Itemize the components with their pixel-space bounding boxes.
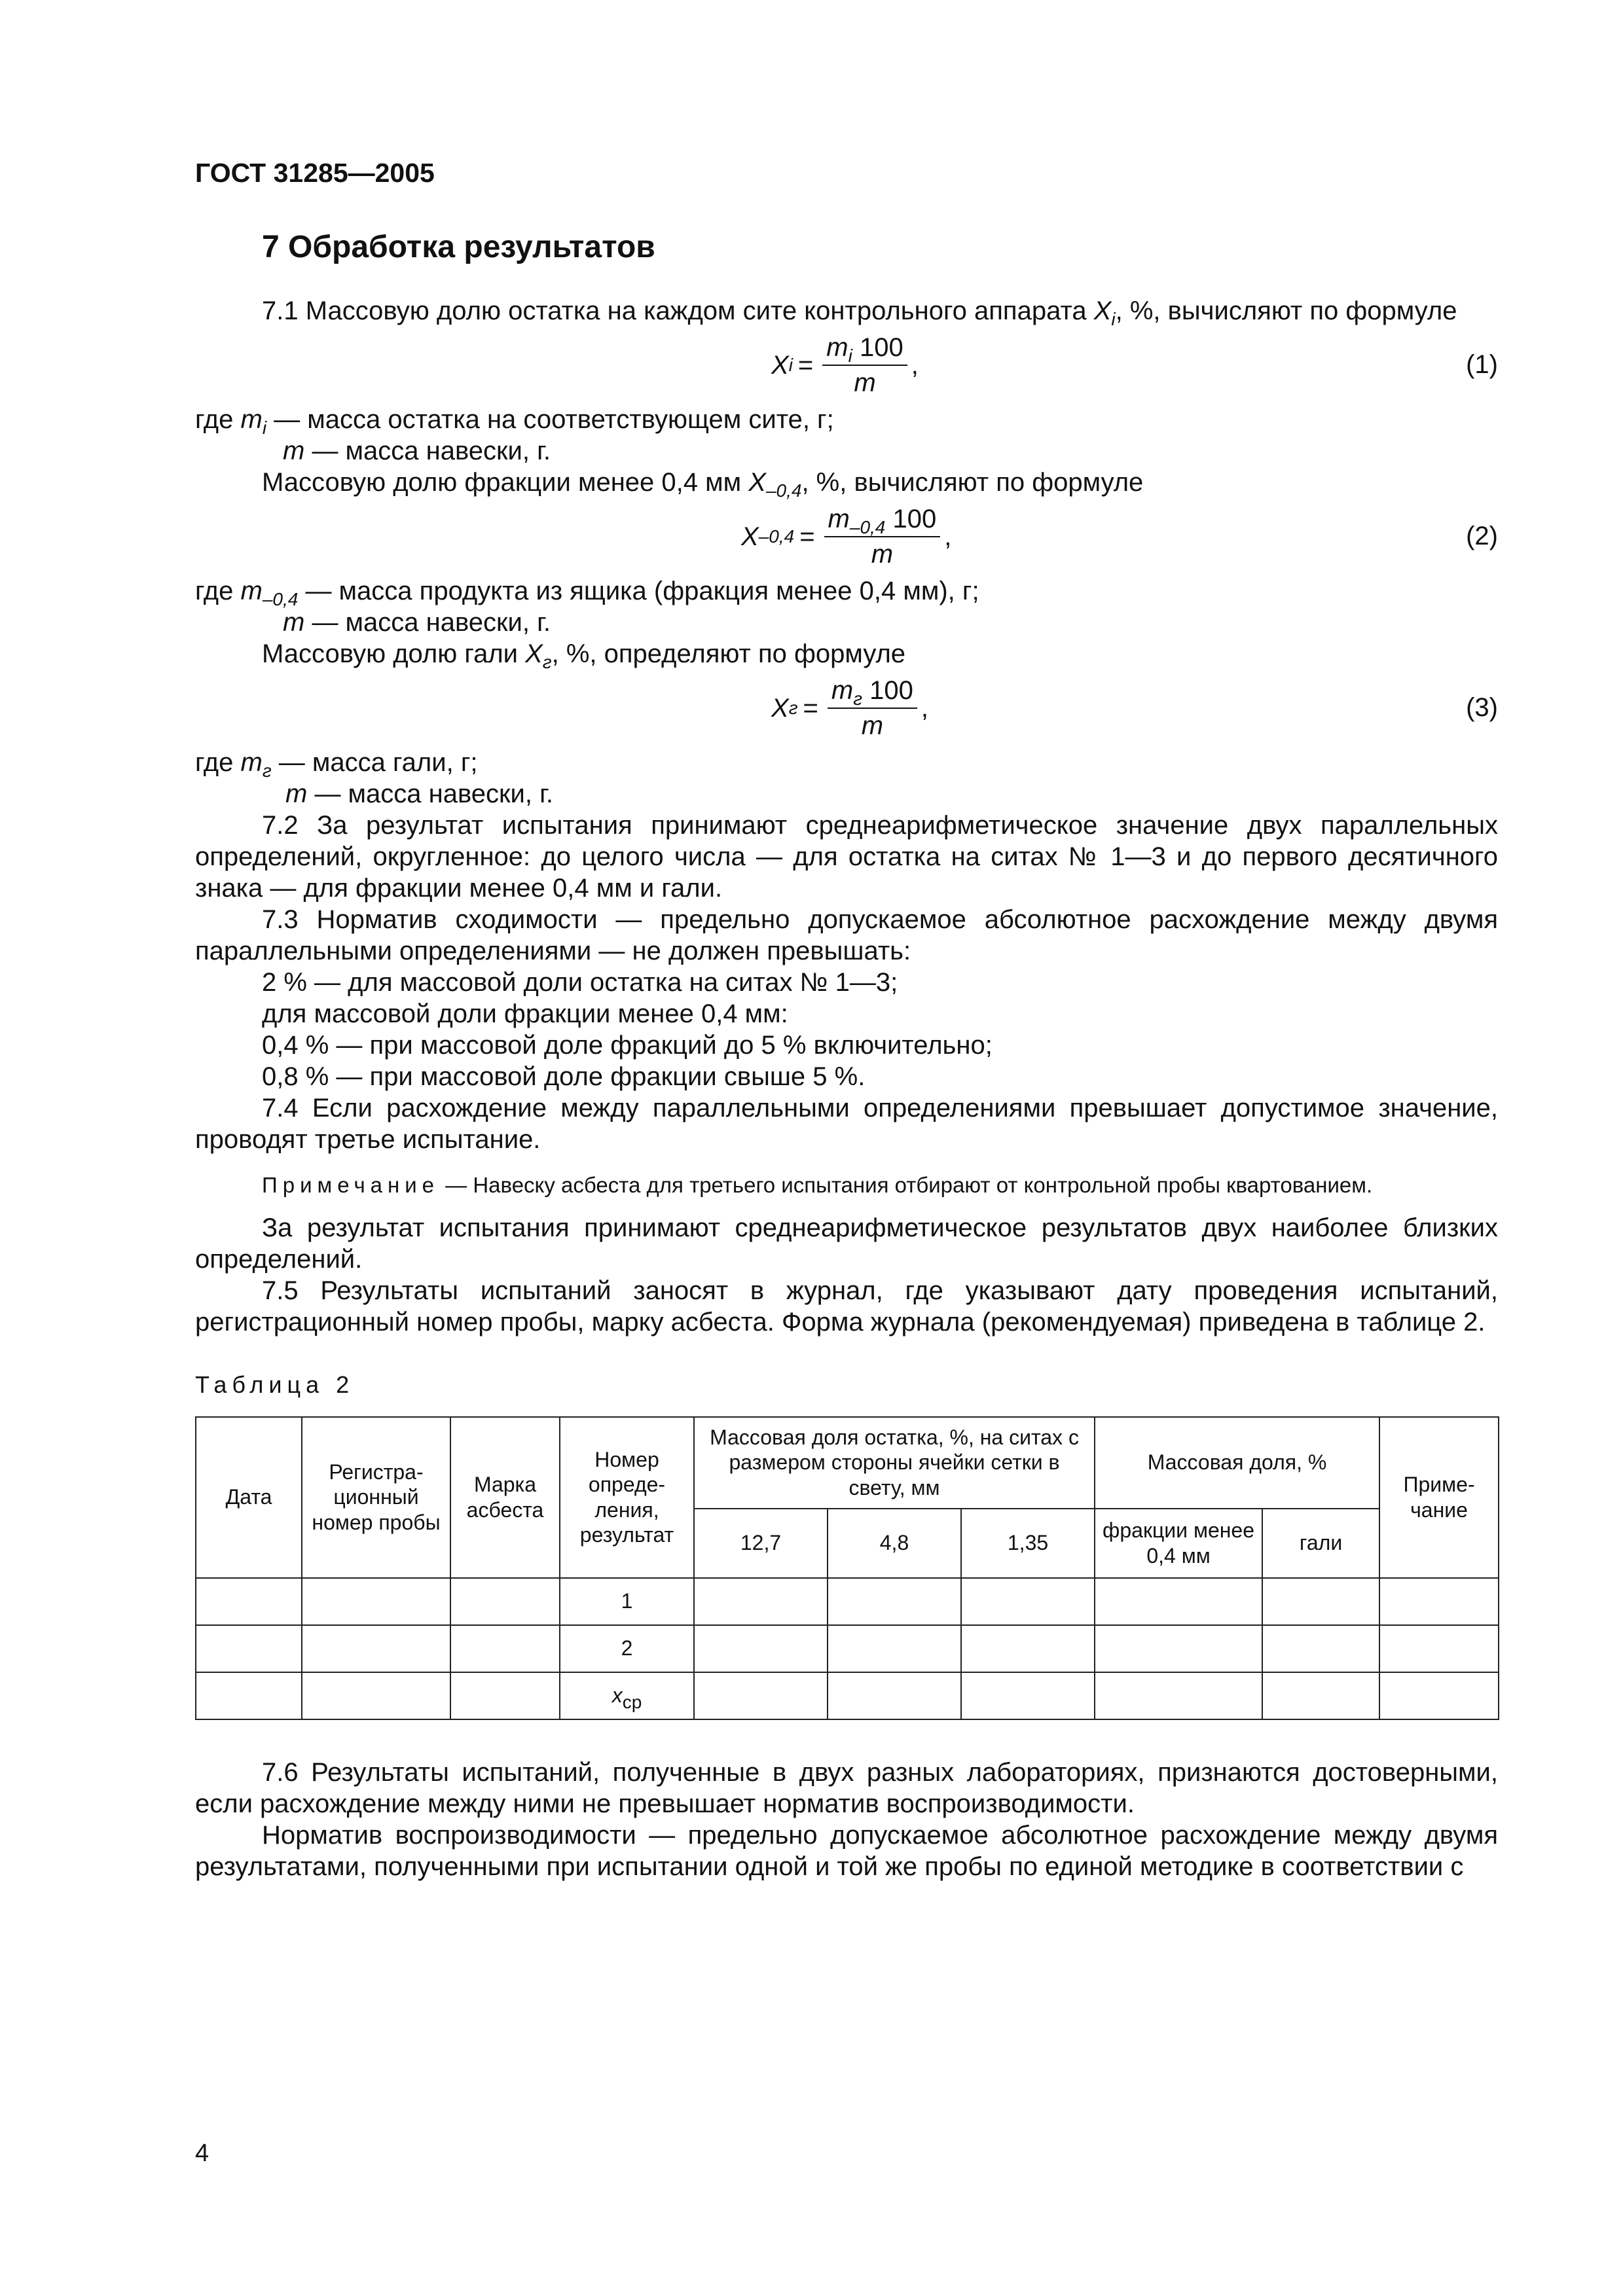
document-header: ГОСТ 31285—2005 (195, 158, 435, 188)
formula-3: X г = $\frac{m_г 100}{m}$ , (3) (771, 675, 1498, 740)
section-title: 7 Обработка результатов (262, 230, 655, 265)
where-1: где $m_i$ — масса остатка на соответствующем сите, г; (195, 404, 834, 438)
list-line: для массовой доли фракции менее 0,4 мм: (262, 999, 788, 1028)
list-line: 0,8 % — при массовой доле фракции свыше 5 %. (262, 1062, 866, 1091)
formula-number: (2) (1466, 521, 1498, 550)
journal-table (195, 1416, 1499, 1720)
where-2: где $m_{-0,4}$ — масса продукта из ящика (фракция менее 0,4 мм), г; (195, 576, 979, 609)
formula-number: (1) (1466, 350, 1498, 379)
header-fraction: Массовая доля, % (1095, 1417, 1379, 1509)
header-sieve: 4,8 (828, 1509, 961, 1578)
list-line: 2 % — для массовой доли остатка на ситах № 1—3; (262, 967, 898, 997)
paragraph-7-4: 7.4 Если расхождение между параллельными определениями превышает допустимое значение, проводят третье испытание. (195, 1093, 1498, 1154)
header-gali: гали (1262, 1509, 1379, 1578)
table-caption: Таблица 2 (195, 1371, 355, 1399)
document-page: ГОСТ 31285—2005 7 Обработка результатов 7.1 Массовую долю остатка на каждом сите контрольного аппарата $X_i$, %, вычисляют по формуле X i = $\frac{m_i 100}{m}$ , (1) где $m_i$ — масса остатка на соответствующем сите, г; m — масса навески, г. Массовую долю фракции менее 0,4 мм $X_{-0,4}$, %, вычисляют по формуле X –0,4 = $\frac{m_{-0,4} 100}{m}$ , (2) где $m_{-0,4}$ — масса продукта из ящика (фракция менее 0,4 мм), г; m — масса навески, г. Массовую долю гали $X_г$, %, определяют по формуле X г = $\frac{m_г 100}{m}$ , (3) где $m_г$ — масса гали, г; m — масса навески, г. 7.2 За результат испытания принимают среднеарифметическое значение двух параллельных определений, округленное: до целого числа — для остатка на ситах № 1—3 и до первого десятичного знака — для фракции менее 0,4 мм и гали. 7.3 Норматив сходимости — предельно допускаемое абсолютное расхождение между двумя параллельными определениями — не должен превышать: 2 % — для массовой доли остатка на ситах № 1—3; для массовой доли фракции менее 0,4 мм: 0,4 % — при массовой доле фракций до 5 % включительно; 0,8 % — при массовой доле фракции свыше 5 %. 7.4 Если расхождение между параллельными определениями превышает допустимое значение, проводят третье испытание. Примечание — Навеску асбеста для третьего испытания отбирают от контрольной пробы квартованием. За результат испытания принимают среднеарифметическое результатов двух наиболее близких определений. 7.5 Результаты испытаний заносят в журнал, где указывают дату проведения испытаний, регистрационный номер пробы, марку асбеста. Форма журнала (рекомендуемая) приведена в таблице 2. Таблица 2 Дата Регистра-ционный номер пробы Марка асбеста Номер опреде-ления, результат Массовая доля остатка, %, на ситах с размером стороны ячейки сетки в свету, мм Массовая доля, % Приме-чание 12,7 4,8 1,35 фракции менее 0,4 мм гали 1 2 $x_{ср}$ 7.6 Результаты испытаний, полученные в двух разных лабораториях, признаются достоверными, если расхождение между ними не превышает норматив воспроизводимости. Норматив воспроизводимости — предельно допускаемое абсолютное расхождение между двумя результатами, полученными при испытании одной и той же пробы по единой методике в соответствии с (195, 157, 1498, 1882)
table-row (196, 1625, 1499, 1672)
paragraph-7-1: 7.1 Массовую долю остатка на каждом сите контрольного аппарата $X_i$, %, вычисляют по формуле (262, 296, 1457, 329)
paragraph-7-4-result: За результат испытания принимают среднеарифметическое результатов двух наиболее близких определений. (195, 1213, 1498, 1274)
header-sieve: 1,35 (961, 1509, 1095, 1578)
paragraph-reproducibility: Норматив воспроизводимости — предельно допускаемое абсолютное расхождение между двумя результатами, полученными при испытании одной и той же пробы по единой методике в соответствии с (195, 1820, 1498, 1881)
header-determination: Номер опреде-ления, результат (560, 1417, 694, 1578)
table-row (196, 1578, 1499, 1625)
header-brand: Марка асбеста (450, 1417, 560, 1578)
table-row (196, 1672, 1499, 1719)
paragraph-7-5: 7.5 Результаты испытаний заносят в журнал, где указывают дату проведения испытаний, регистрационный номер пробы, марку асбеста. Форма журнала (рекомендуемая) приведена в таблице 2. (195, 1276, 1498, 1337)
page-number: 4 (195, 2140, 210, 2167)
formula-number: (3) (1466, 692, 1498, 722)
determination-number: 1 (560, 1578, 694, 1625)
formula-1: X i = $\frac{m_i 100}{m}$ , (1) (771, 332, 1498, 397)
note: Примечание — Навеску асбеста для третьего испытания отбирают от контрольной пробы квартованием. (262, 1172, 1373, 1197)
average-result: $x_{ср}$ (560, 1672, 694, 1719)
paragraph-7-3: 7.3 Норматив сходимости — предельно допускаемое абсолютное расхождение между двумя параллельными определениями — не должен превышать: (195, 905, 1498, 965)
list-line: 0,4 % — при массовой доле фракций до 5 % включительно; (262, 1030, 993, 1060)
header-reg-number: Регистра-ционный номер пробы (302, 1417, 450, 1578)
header-date: Дата (196, 1417, 302, 1578)
where-3: где $m_г$ — масса гали, г; (195, 747, 478, 781)
header-fraction-small: фракции менее 0,4 мм (1095, 1509, 1262, 1578)
paragraph-7-2: 7.2 За результат испытания принимают среднеарифметическое значение двух параллельных определений, округленное: до целого числа — для остатка на ситах № 1—3 и до первого десятичного знака — для фракции менее 0,4 мм и гали. (195, 810, 1498, 903)
header-residue: Массовая доля остатка, %, на ситах с размером стороны ячейки сетки в свету, мм (694, 1417, 1095, 1509)
determination-number: 2 (560, 1625, 694, 1672)
formula-2: X –0,4 = $\frac{m_{-0,4} 100}{m}$ , (2) (741, 504, 1498, 569)
paragraph-7-6: 7.6 Результаты испытаний, полученные в двух разных лабораториях, признаются достоверными, если расхождение между ними не превышает норматив воспроизводимости. (195, 1757, 1498, 1818)
header-sieve: 12,7 (694, 1509, 828, 1578)
header-note: Приме-чание (1379, 1417, 1499, 1578)
